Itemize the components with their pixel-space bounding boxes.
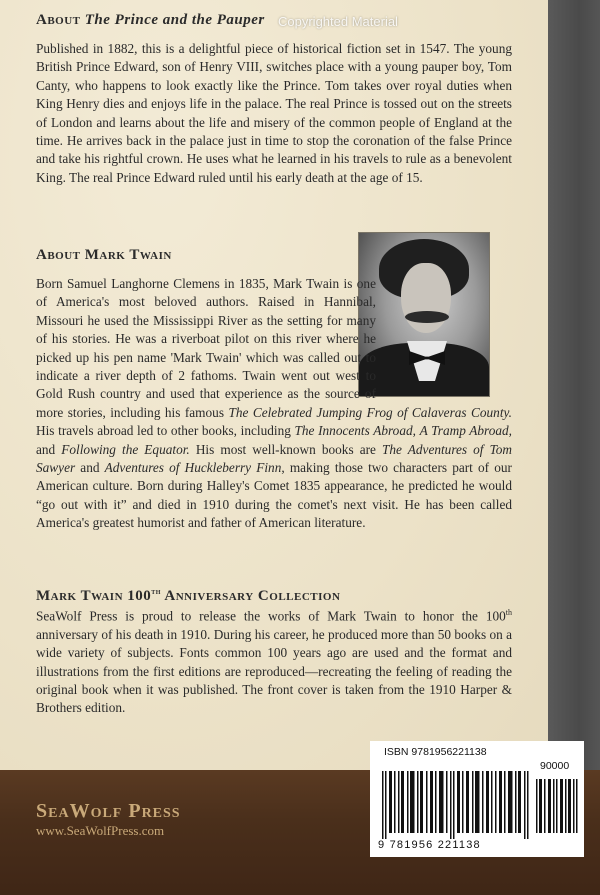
isbn-barcode	[370, 741, 584, 857]
isbn-number: ISBN 9781956221138	[384, 746, 487, 758]
portrait-spacer	[376, 275, 512, 395]
section-heading-collection: Mark Twain 100th Anniversary Collection	[36, 586, 341, 604]
spine-strip	[548, 0, 600, 770]
collection-description: SeaWolf Press is proud to release the works of Mark Twain to honor the 100th anniversary of his death in 1910. During his career, he produced more than 50 books on a wide variety of subjects. Fonts common 100 years ago are used and the format and illustrations from the first editions are reproduced—recreating the feeling of reading the original book when it was published. The front cover is taken from the 1910 Harper & Brothers edition.	[36, 608, 512, 716]
price-code: 90000	[540, 760, 570, 772]
heading-book-title: The Prince and the Pauper	[84, 12, 265, 28]
heading-prefix: About	[36, 12, 85, 28]
section-heading-prince	[36, 12, 265, 29]
watermark: Copyrighted Material	[278, 14, 398, 29]
publisher-website[interactable]: www.SeaWolfPress.com	[36, 823, 165, 838]
section-heading-twain: About Mark Twain	[36, 247, 172, 263]
prince-summary: Published in 1882, this is a delightful piece of historical fiction set in 1547. The young British Prince Edward, son of Henry VIII, switches place with a young pauper boy, Tom Canty, who happens to look exactly like the Prince. Tom takes over royal duties when King Henry dies and enjoys life in the palace. The real Prince is tossed out on the streets of London and learns about the life and misery of the common people of England at the time. He arrives back in the palace just in time to stop the coronation of the false Prince and take his rightful crown. He uses what he learned in his travels to rule as a benevolent King. The real Prince Edward ruled until his early death at the age of 15.	[36, 41, 512, 185]
publisher-logo: SeaWolf Press	[36, 800, 181, 822]
addon-barcode-bars	[536, 773, 578, 833]
ean-barcode-bars	[382, 771, 532, 839]
twain-biography: Born Samuel Langhorne Clemens in 1835, Mark Twain is one of America's most beloved authors. Raised in Hannibal, Missouri he used the Mississippi River as the setting for many of his stories. He was a riverboat pilot on this river where he picked up his pen name 'Mark Twain' which was called out to indicate a river depth of 2 fathoms. Twain went out west to Gold Rush country and used that experience as the source of more stories, including his famous The Celebrated Jumping Frog of Calaveras County. His travels abroad led to other books, including The Innocents Abroad, A Tramp Abroad, and Following the Equator. His most well-known books are The Adventures of Tom Sawyer and Adventures of Huckleberry Finn, making those two characters part of our American culture. Born during Halley's Comet 1835 appearance, he predicted he would “go out with it” and died in 1910 during the comet's next visit. He has been called America's greatest humorist and father of American literature.	[36, 276, 513, 531]
barcode-digits: 9 781956 221138	[378, 839, 481, 851]
